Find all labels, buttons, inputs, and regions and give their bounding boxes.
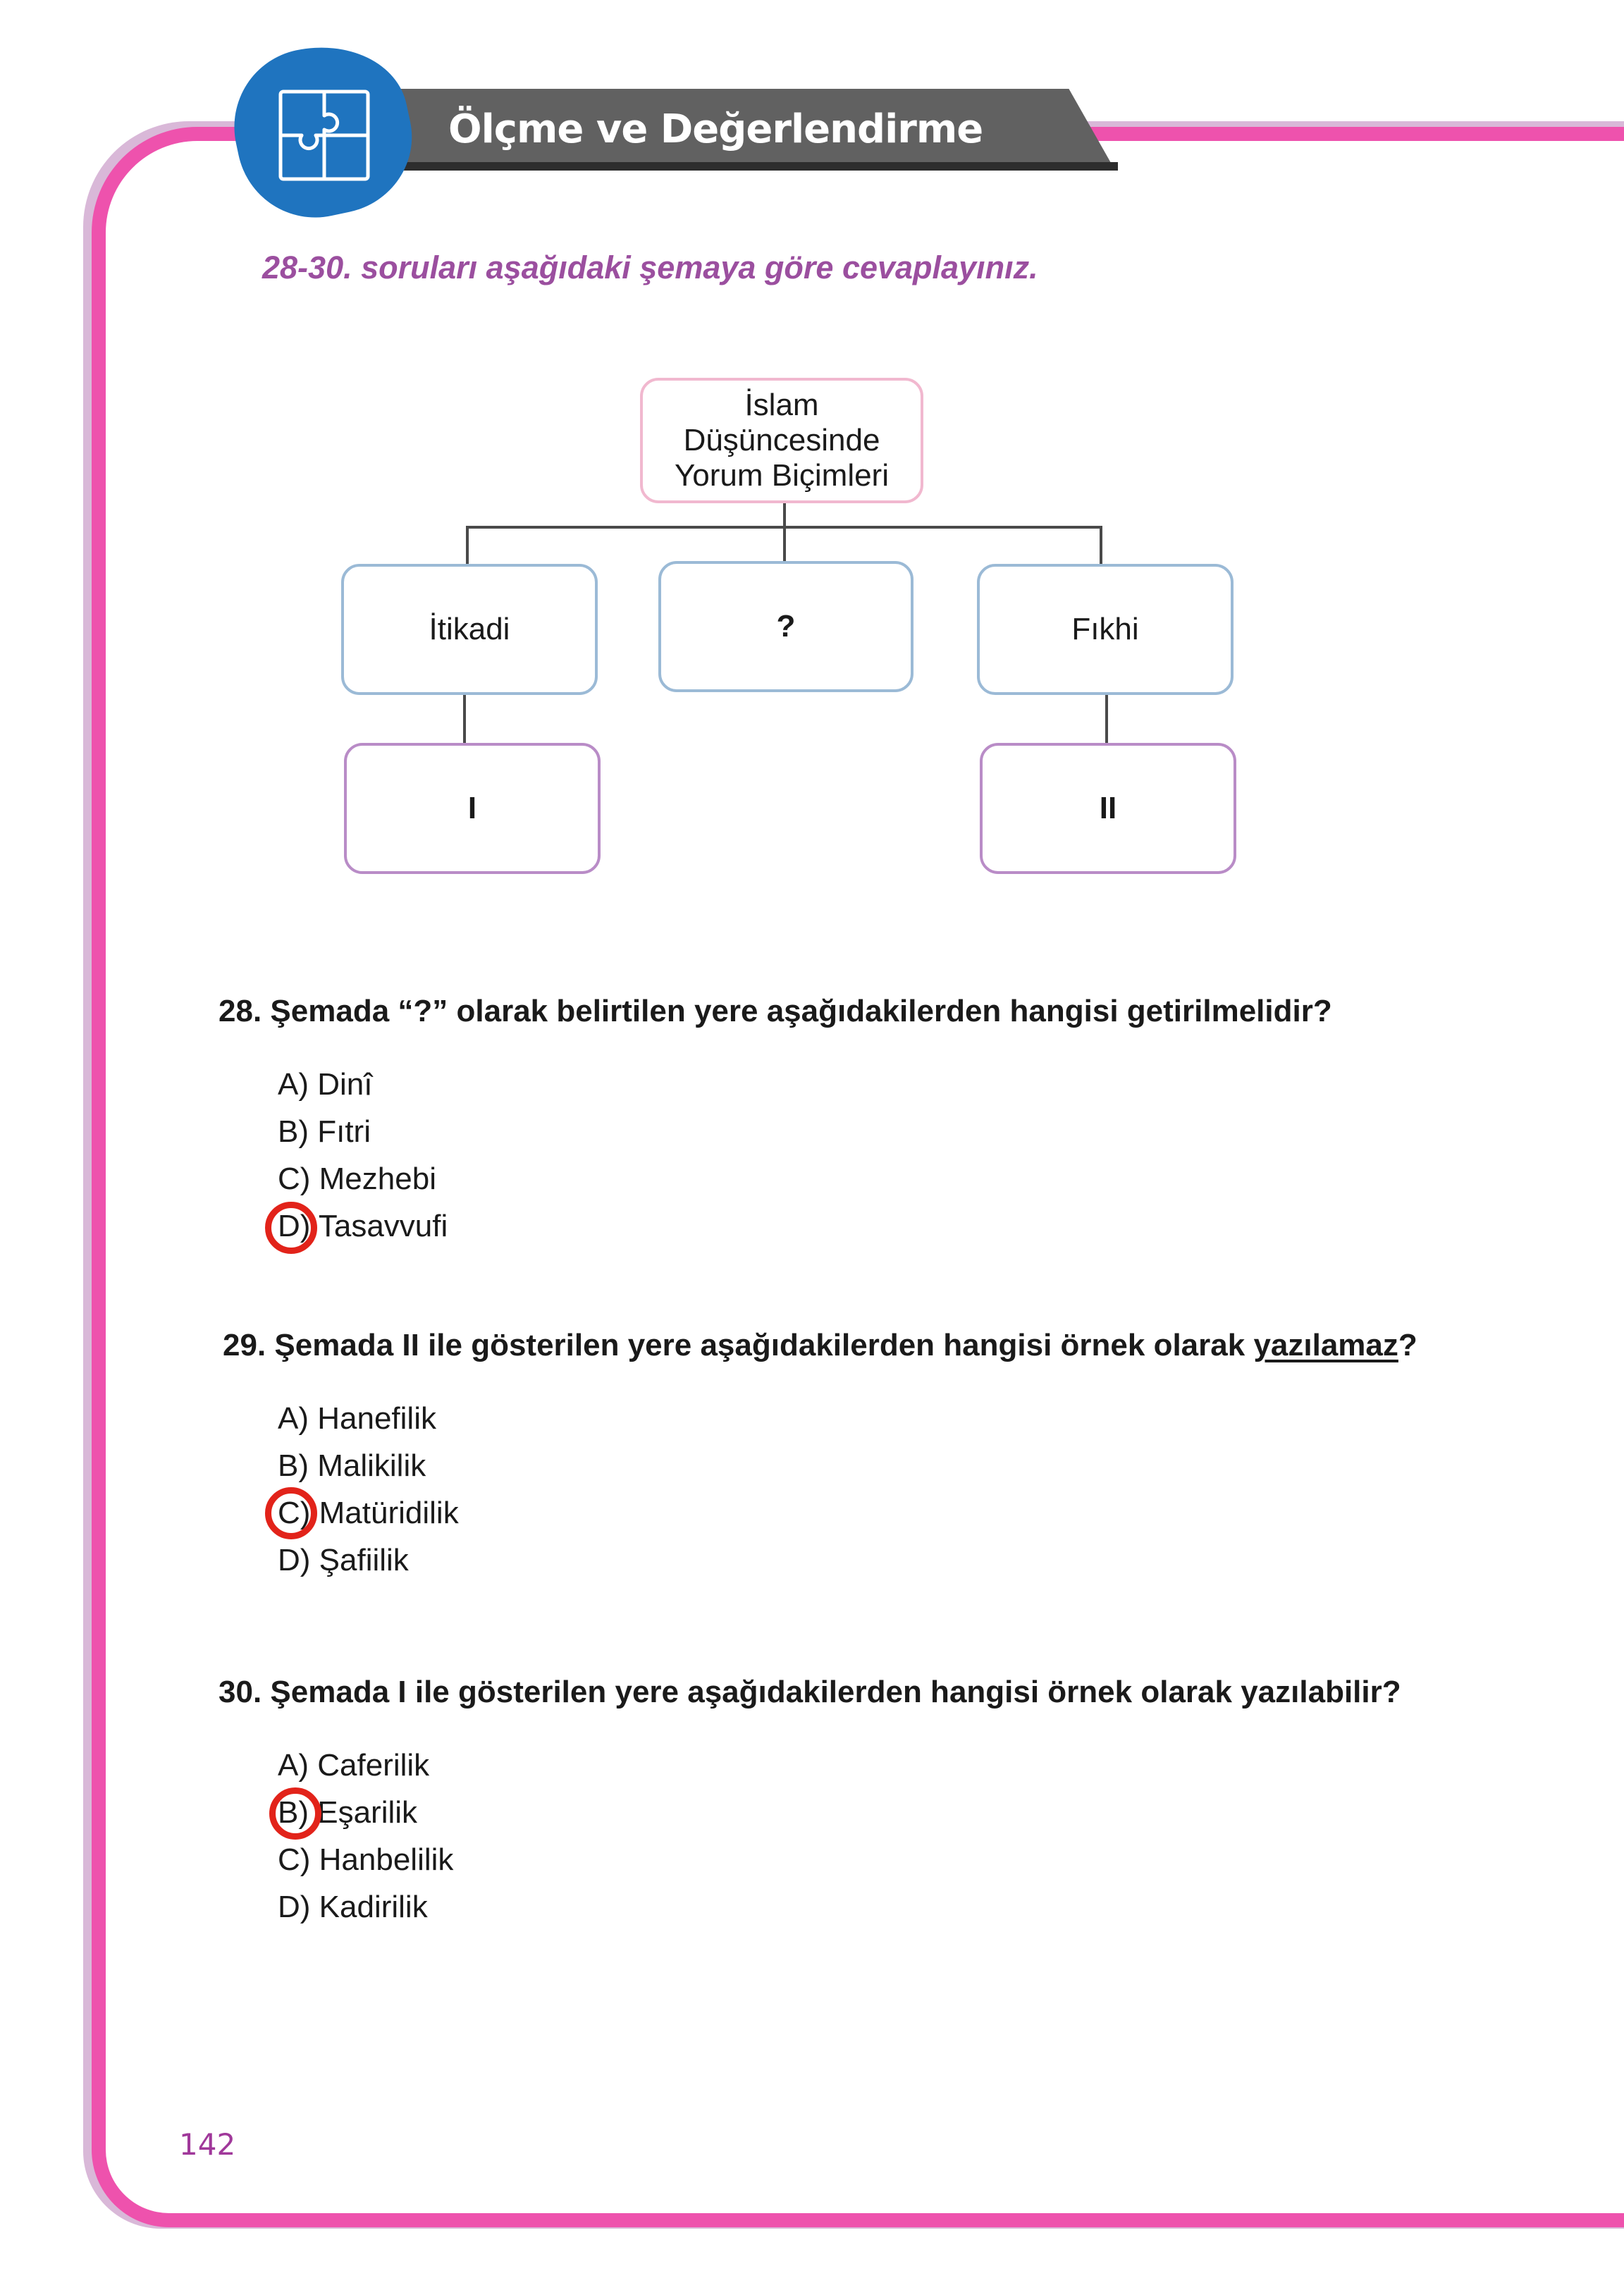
answer-mark bbox=[265, 1202, 317, 1254]
diagram-box-label: II bbox=[1099, 791, 1117, 825]
diagram-box-label: ? bbox=[776, 609, 796, 644]
instructions: 28-30. soruları aşağıdaki şemaya göre cevaplayınız. bbox=[262, 250, 1038, 285]
connector bbox=[1105, 695, 1108, 744]
section-title: Ölçme ve Değerlendirme bbox=[448, 106, 983, 152]
question-number: 28. bbox=[219, 994, 262, 1028]
diagram-box-ii bbox=[980, 743, 1236, 874]
connector bbox=[1100, 526, 1102, 565]
option-a[interactable]: A) Hanefilik bbox=[278, 1401, 436, 1436]
question-emphasis: yazılamaz bbox=[1253, 1328, 1398, 1362]
connector bbox=[463, 695, 466, 744]
option-a[interactable]: A) Dinî bbox=[278, 1067, 373, 1102]
diagram-root-label: İslam Düşüncesinde Yorum Biçimleri bbox=[674, 388, 889, 493]
page-number: 142 bbox=[179, 2127, 236, 2162]
option-d[interactable]: D) Kadirilik bbox=[278, 1890, 428, 1924]
diagram-root-box bbox=[640, 378, 923, 503]
question-30 bbox=[219, 1675, 1401, 1710]
diagram-box-label: İtikadi bbox=[429, 612, 510, 646]
diagram-box-itikadi bbox=[341, 564, 598, 695]
option-c[interactable]: C) Hanbelilik bbox=[278, 1842, 454, 1877]
option-b[interactable]: B) Malikilik bbox=[278, 1448, 426, 1483]
header-bar-shadow bbox=[367, 162, 1118, 171]
question-text: Şemada II ile gösterilen yere aşağıdakilerden hangisi örnek olarak bbox=[274, 1328, 1254, 1362]
option-d[interactable]: D) Şafiilik bbox=[278, 1543, 409, 1577]
option-b[interactable]: B) Eşarilik bbox=[278, 1795, 418, 1830]
option-b[interactable]: B) Fıtri bbox=[278, 1114, 371, 1149]
diagram-box-label: Fıkhi bbox=[1071, 612, 1139, 646]
connector bbox=[466, 526, 469, 565]
diagram-box-fikhi bbox=[977, 564, 1234, 695]
option-c[interactable]: C) Matüridilik bbox=[278, 1496, 459, 1530]
diagram-box-label: I bbox=[467, 791, 477, 825]
option-a[interactable]: A) Caferilik bbox=[278, 1748, 430, 1783]
puzzle-icon bbox=[276, 87, 372, 183]
question-number: 29. bbox=[223, 1328, 266, 1362]
connector bbox=[783, 503, 786, 561]
diagram-box-i bbox=[344, 743, 601, 874]
diagram-box-unknown bbox=[658, 561, 914, 692]
option-d[interactable]: D) Tasavvufi bbox=[278, 1209, 448, 1243]
answer-mark bbox=[269, 1787, 321, 1840]
answer-mark bbox=[265, 1487, 317, 1539]
question-text: Şemada I ile gösterilen yere aşağıdakilerden hangisi örnek olarak yazılabilir? bbox=[270, 1675, 1401, 1709]
connector bbox=[466, 526, 1102, 529]
question-text-end: ? bbox=[1398, 1328, 1417, 1362]
question-number: 30. bbox=[219, 1675, 262, 1709]
question-28 bbox=[219, 994, 1332, 1029]
question-29 bbox=[223, 1328, 1417, 1363]
option-c[interactable]: C) Mezhebi bbox=[278, 1162, 436, 1196]
question-text: Şemada “?” olarak belirtilen yere aşağıdakilerden hangisi getirilmelidir? bbox=[270, 994, 1332, 1028]
